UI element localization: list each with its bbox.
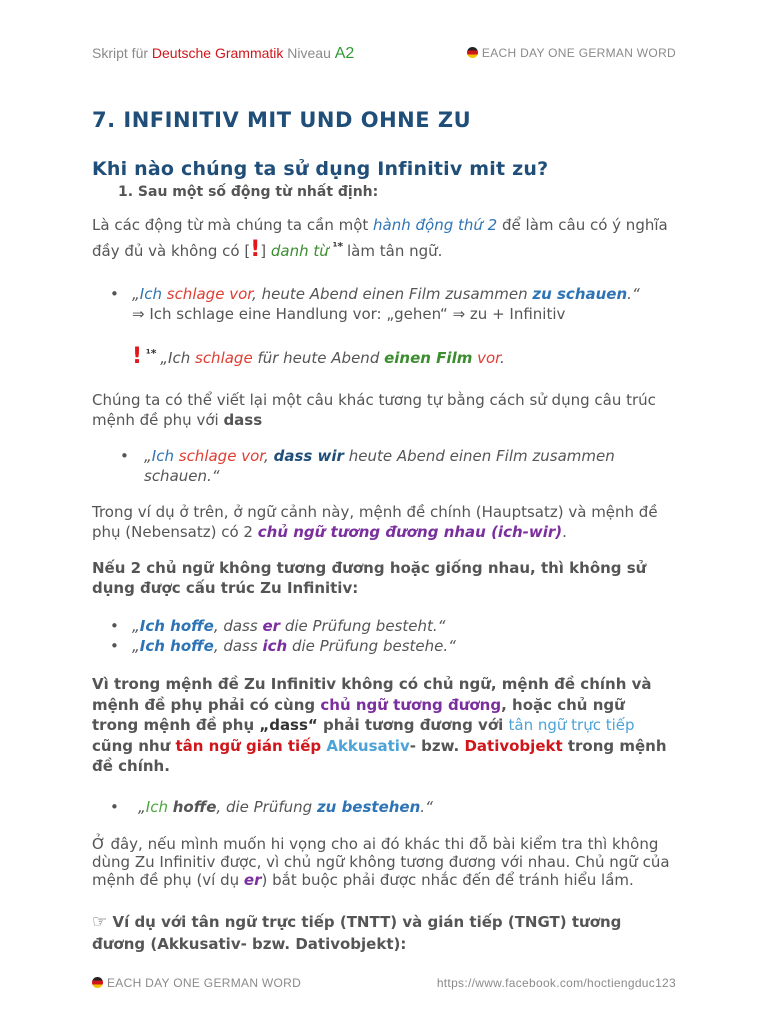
paragraph-7	[92, 911, 676, 955]
text-run: trong mệnh đề chính.	[92, 736, 667, 775]
list-item	[92, 446, 676, 486]
text-run: Ich	[145, 797, 168, 816]
text-run: schlage vor	[166, 285, 253, 303]
example-list-1	[92, 284, 676, 324]
footnote-marker: ¹*	[328, 240, 347, 253]
text-run: er	[262, 617, 281, 635]
text-run: .	[562, 523, 567, 541]
text-run: ich	[262, 637, 288, 655]
text-run: chủ ngữ tương đương	[320, 695, 502, 714]
text-run: einen Film	[384, 349, 473, 367]
text-run: Vì trong mệnh đề Zu Infinitiv không có chủ ngữ, mệnh đề chính và mệnh đề phụ phải có cùng	[92, 675, 652, 714]
text-run: Akkusativ	[326, 736, 410, 755]
header-brand: Deutsche Grammatik	[151, 45, 284, 61]
list-item	[92, 797, 676, 817]
text-run: „	[138, 797, 146, 816]
text-run: .	[499, 349, 505, 367]
paragraph-6	[92, 835, 676, 889]
text-run: dass	[223, 411, 263, 429]
text-run: tân ngữ trực tiếp	[508, 716, 635, 734]
text-run: Ich	[139, 285, 162, 303]
header-level: A2	[334, 45, 355, 62]
numbered-subheading: 1. Sau một số động từ nhất định:	[118, 184, 379, 200]
text-run: die Prüfung bestehe.“	[287, 637, 456, 655]
text-run: „dass“	[259, 716, 318, 734]
text-run: hành động thứ 2	[373, 216, 498, 234]
exclamation-mark: !	[250, 237, 261, 262]
text-run: danh từ	[270, 242, 329, 260]
footnote-example	[132, 344, 676, 368]
text-run: , heute Abend einen Film zusammen	[252, 285, 533, 303]
text-run: chủ ngữ tương đương nhau (ich-wir)	[257, 523, 563, 541]
text-run: „	[132, 617, 140, 635]
bullet: •	[110, 617, 119, 635]
text-run: „Ich	[160, 349, 195, 367]
german-flag-icon	[467, 47, 478, 58]
pointing-hand-icon: ☞	[92, 911, 108, 932]
text-run: , dass	[213, 617, 263, 635]
text-run: làm tân ngữ.	[347, 242, 443, 260]
header-site-name	[467, 46, 676, 60]
page-header	[92, 45, 676, 67]
text-run: Ở đây, nếu mình muốn hi vọng cho ai đó khác thi đỗ bài kiểm tra thì không dùng Zu Infinitiv được, vì chủ ngữ không tương đương với nhau. Chủ ngữ của mệnh đề phụ (ví dụ	[92, 834, 670, 889]
german-flag-icon	[92, 977, 103, 988]
text-run: tân ngữ gián tiếp	[175, 736, 322, 755]
paragraph-2	[92, 390, 676, 430]
text-run: Ich hoffe	[139, 617, 214, 635]
section-heading: Khi nào chúng ta sử dụng Infinitiv mit zu?	[92, 158, 549, 180]
text-run: Chúng ta có thể viết lại một câu khác tương tự bằng cách sử dụng câu trúc mệnh đề phụ với	[92, 391, 656, 429]
text-run: , hoặc chủ ngữ trong mệnh đề phụ	[92, 695, 625, 734]
text-run: schlage vor	[178, 447, 265, 465]
footer-site-name: EACH DAY ONE GERMAN WORD	[107, 976, 302, 990]
header-niveau: Niveau	[283, 45, 335, 61]
exclamation-mark: !	[132, 344, 143, 369]
bullet: •	[110, 797, 119, 816]
example-list-4	[92, 797, 676, 817]
text-run: Ich hoffe	[139, 637, 214, 655]
page-footer	[92, 976, 676, 990]
text-run: für heute Abend	[252, 349, 385, 367]
text-run: Ví dụ với tân ngữ trực tiếp (TNTT) và gián tiếp (TNGT) tương đương (Akkusativ- bzw. Dativobjekt):	[92, 912, 622, 953]
paragraph-1	[92, 214, 676, 262]
text-run: để làm câu có ý nghĩa đầy đủ và không có [	[92, 216, 668, 260]
text-run: heute Abend einen Film zusammen schauen.“	[144, 447, 615, 485]
example-list-2	[92, 446, 676, 486]
text-run: phải tương đương với	[317, 716, 509, 734]
paragraph-4: Nếu 2 chủ ngữ không tương đương hoặc giống nhau, thì không sử dụng được cấu trúc Zu Infinitiv:	[92, 559, 647, 597]
text-run: er	[243, 870, 262, 889]
footnote-marker: ¹*	[142, 347, 161, 360]
text-run: „	[144, 447, 152, 465]
text-run: zu schauen	[532, 285, 628, 303]
text-run: schlage	[195, 349, 253, 367]
text-run: dass wir	[273, 447, 344, 465]
text-run: ]	[260, 242, 271, 260]
text-run: „	[132, 637, 140, 655]
chapter-title: 7. INFINITIV MIT UND OHNE ZU	[92, 108, 472, 132]
bullet: •	[110, 285, 119, 303]
footer-facebook-link[interactable]: https://www.facebook.com/hoctiengduc123	[436, 976, 676, 990]
list-item	[92, 636, 676, 656]
text-run: .“	[420, 797, 433, 816]
text-run: Ich	[151, 447, 174, 465]
text-run: zu bestehen	[316, 797, 421, 816]
text-run: ,	[264, 447, 274, 465]
example-list-3	[92, 616, 676, 656]
text-run: ) bắt buộc phải được nhắc đến để tránh hiểu lầm.	[261, 870, 634, 889]
text-run: „	[132, 285, 140, 303]
text-run: vor	[477, 349, 500, 367]
text-run: , dass	[213, 637, 263, 655]
paragraph-3	[92, 502, 676, 542]
page-content	[92, 108, 676, 955]
text-run: Dativobjekt	[464, 736, 563, 755]
paragraph-5	[92, 674, 676, 777]
text-run: .“	[627, 285, 640, 303]
example-explanation: ⇒ Ich schlage eine Handlung vor: „gehen“ ⇒ zu + Infinitiv	[132, 305, 566, 323]
text-run: die Prüfung besteht.“	[280, 617, 446, 635]
bullet: •	[120, 447, 129, 465]
header-right-text: EACH DAY ONE GERMAN WORD	[481, 46, 676, 60]
list-item	[92, 616, 676, 636]
header-prefix: Skript für	[92, 45, 152, 61]
text-run: Trong ví dụ ở trên, ở ngữ cảnh này, mệnh đề chính (Hauptsatz) và mệnh đề phụ (Nebensatz) có 2	[92, 503, 658, 541]
text-run: , die Prüfung	[216, 797, 317, 816]
text-run: Là các động từ mà chúng ta cần một	[92, 216, 374, 234]
bullet: •	[110, 637, 119, 655]
list-item	[92, 284, 676, 324]
text-run: hoffe	[172, 797, 217, 816]
header-script-title	[92, 45, 354, 63]
text-run: cũng như	[92, 736, 176, 755]
text-run: - bzw.	[409, 736, 465, 755]
